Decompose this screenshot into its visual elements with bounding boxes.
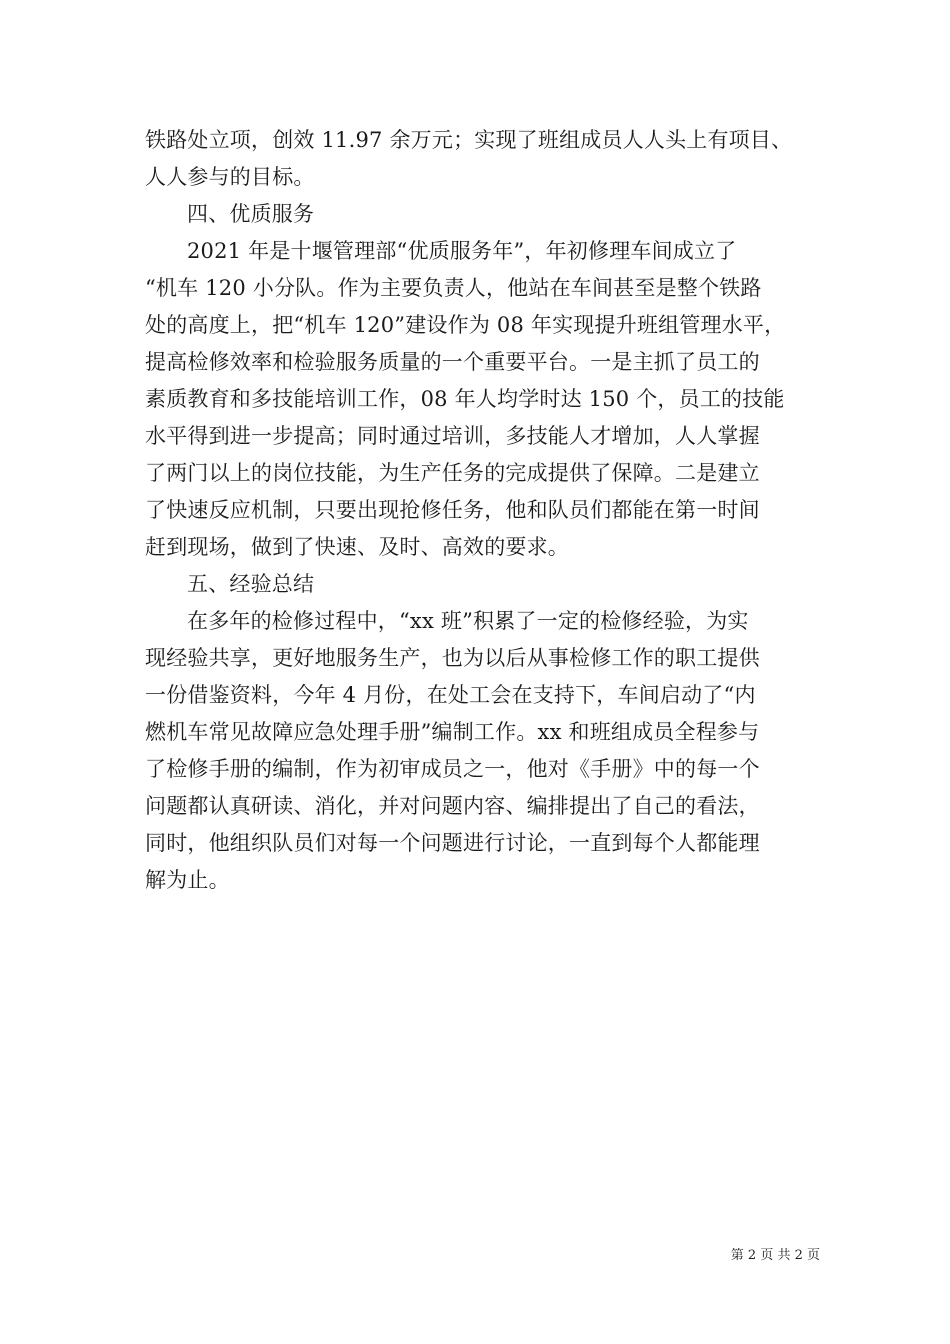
paragraph-line: 问题都认真研读、消化，并对问题内容、编排提出了自己的看法， <box>145 794 760 818</box>
paragraph-line: “机车 120 小分队。作为主要负责人，他站在车间甚至是整个铁路 <box>145 276 762 300</box>
paragraph-line: 了快速反应机制，只要出现抢修任务，他和队员们都能在第一时间 <box>145 498 760 522</box>
paragraph-line: 提高检修效率和检验服务质量的一个重要平台。一是主抓了员工的 <box>145 350 760 374</box>
paragraph-line: 了检修手册的编制，作为初审成员之一，他对《手册》中的每一个 <box>145 757 760 781</box>
paragraph-line: 一份借鉴资料，今年 4 月份，在处工会在支持下，车间启动了“内 <box>145 683 756 707</box>
paragraph-line: 铁路处立项，创效 11.97 余万元；实现了班组成员人人头上有项目、 <box>145 128 793 152</box>
section-heading-service: 四、优质服务 <box>187 202 315 226</box>
paragraph-line: 人人参与的目标。 <box>145 165 315 189</box>
paragraph-line: 现经验共享，更好地服务生产，也为以后从事检修工作的职工提供 <box>145 646 760 670</box>
paragraph-line: 2021 年是十堰管理部“优质服务年”，年初修理车间成立了 <box>187 239 737 263</box>
page-number: 第 2 页 共 2 页 <box>730 1248 820 1263</box>
paragraph-line: 在多年的检修过程中，“xx 班”积累了一定的检修经验，为实 <box>187 609 749 633</box>
paragraph-line: 素质教育和多技能培训工作，08 年人均学时达 150 个，员工的技能 <box>145 387 785 411</box>
paragraph-line: 解为止。 <box>145 868 230 892</box>
paragraph-line: 赶到现场，做到了快速、及时、高效的要求。 <box>145 535 569 559</box>
paragraph-line: 了两门以上的岗位技能，为生产任务的完成提供了保障。二是建立 <box>145 461 760 485</box>
paragraph-line: 水平得到进一步提高；同时通过培训，多技能人才增加，人人掌握 <box>145 424 760 448</box>
paragraph-line: 同时，他组织队员们对每一个问题进行讨论，一直到每个人都能理 <box>145 831 760 855</box>
section-heading-summary: 五、经验总结 <box>187 572 315 596</box>
paragraph-line: 燃机车常见故障应急处理手册”编制工作。xx 和班组成员全程参与 <box>145 720 760 744</box>
paragraph-line: 处的高度上，把“机车 120”建设作为 08 年实现提升班组管理水平， <box>145 313 786 337</box>
